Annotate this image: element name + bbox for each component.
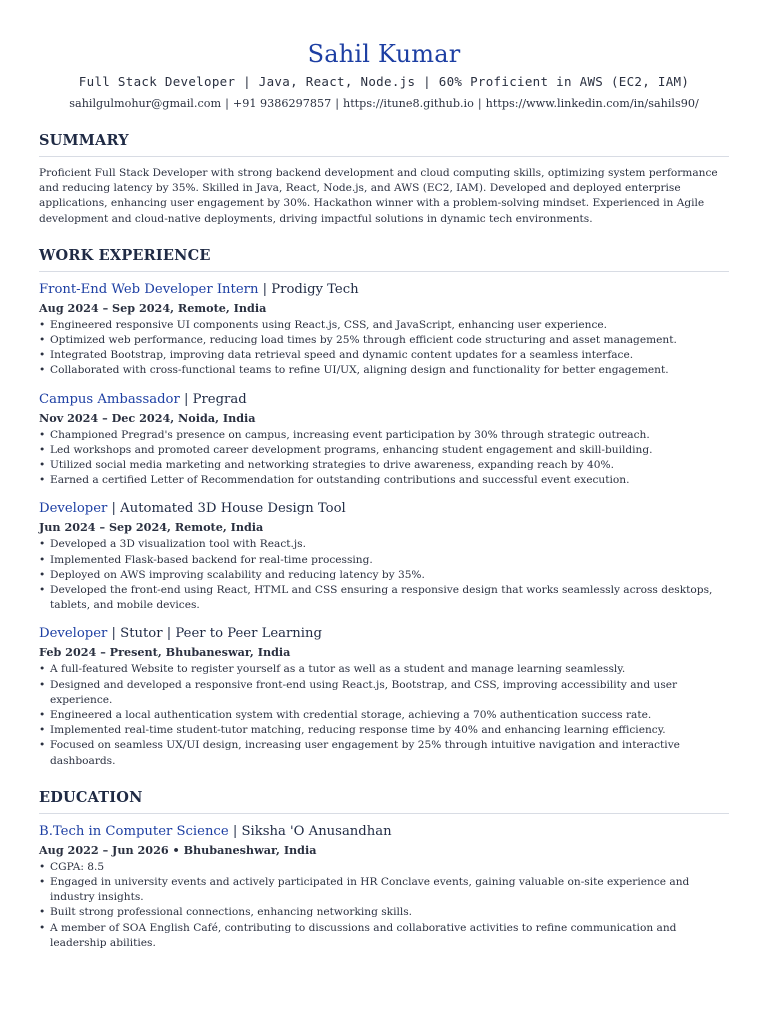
entry-heading (39, 391, 729, 409)
contact-separator: | (225, 97, 229, 110)
entry-institution: | Siksha 'O Anusandhan (232, 823, 392, 839)
resume-tagline: Full Stack Developer | Java, React, Node.js | 60% Proficient in AWS (EC2, IAM) (78, 74, 690, 89)
entry-meta: Aug 2024 – Sep 2024, Remote, India (39, 300, 267, 315)
linkedin-link[interactable]: https://www.linkedin.com/in/sahils90/ (485, 97, 699, 110)
experience-entry (39, 281, 729, 379)
bullet-item: • Championed Pregrad's presence on campus, increasing event participation by 30% through strategic outreach. (39, 428, 729, 443)
entry-meta: Aug 2022 – Jun 2026 • Bhubaneshwar, India (39, 842, 317, 857)
entry-org: | Pregrad (183, 391, 247, 407)
entry-role: Front-End Web Developer Intern (39, 281, 259, 297)
entry-org: | Automated 3D House Design Tool (111, 501, 346, 517)
entry-meta: Nov 2024 – Dec 2024, Noida, India (39, 410, 256, 425)
bullet-item: • Earned a certified Letter of Recommendation for outstanding contributions and successful event execution. (39, 473, 729, 488)
entry-org: | Stutor | Peer to Peer Learning (111, 626, 322, 642)
bullet-item: • Led workshops and promoted career development programs, enhancing student engagement and skill-building. (39, 443, 729, 458)
bullet-item: • Built strong professional connections, enhancing networking skills. (39, 905, 729, 920)
experience-entry (39, 625, 729, 768)
entry-meta: Feb 2024 – Present, Bhubaneswar, India (39, 645, 291, 660)
entry-role: Developer (39, 626, 108, 642)
entry-role: Campus Ambassador (39, 391, 180, 407)
bullet-list (39, 537, 729, 613)
bullet-item: • Engaged in university events and actively participated in HR Conclave events, gaining valuable on-site experience and industry insights. (39, 875, 729, 905)
bullet-item: • A member of SOA English Café, contributing to discussions and collaborative activities to refine communication and leadership abilities. (39, 921, 729, 951)
bullet-item: • Developed the front-end using React, HTML and CSS ensuring a responsive design that works seamlessly across desktops, tablets, and mobile devices. (39, 583, 729, 613)
portfolio-link[interactable]: https://itune8.github.io (342, 97, 474, 110)
entry-heading (39, 625, 729, 643)
experience-entry (39, 500, 729, 613)
bullet-list (39, 428, 729, 489)
section-title-work-experience: WORK EXPERIENCE (39, 247, 729, 272)
bullet-item: • Implemented real-time student-tutor matching, reducing response time by 40% and enhancing learning efficiency. (39, 723, 729, 738)
bullet-item: • Optimized web performance, reducing load times by 25% through efficient code structuring and asset management. (39, 333, 729, 348)
bullet-item: • Focused on seamless UX/UI design, increasing user engagement by 25% through intuitive navigation and interactive dashboards. (39, 738, 729, 768)
entry-meta: Jun 2024 – Sep 2024, Remote, India (39, 520, 264, 535)
resume-name: Sahil Kumar (307, 40, 461, 68)
education-entry (39, 823, 729, 951)
bullet-list (39, 860, 729, 951)
bullet-list (39, 662, 729, 768)
phone-number[interactable]: +91 9386297857 (232, 97, 332, 110)
entry-heading (39, 281, 729, 299)
experience-entry (39, 391, 729, 489)
section-title-summary: SUMMARY (39, 132, 729, 157)
bullet-item: • Integrated Bootstrap, improving data retrieval speed and dynamic content updates for a seamless interface. (39, 348, 729, 363)
email-link[interactable]: sahilgulmohur@gmail.com (69, 97, 222, 110)
bullet-item: • Collaborated with cross-functional teams to refine UI/UX, aligning design and functionality for better engagement. (39, 363, 729, 378)
bullet-item: • Designed and developed a responsive front-end using React.js, Bootstrap, and CSS, improving accessibility and user experience. (39, 678, 729, 708)
contact-line (39, 97, 729, 110)
bullet-item: • Deployed on AWS improving scalability and reducing latency by 35%. (39, 568, 729, 583)
bullet-item: • CGPA: 8.5 (39, 860, 729, 875)
bullet-item: • Utilized social media marketing and networking strategies to drive awareness, expanding reach by 40%. (39, 458, 729, 473)
entry-heading (39, 500, 729, 518)
contact-separator: | (477, 97, 482, 110)
bullet-item: • Engineered responsive UI components using React.js, CSS, and JavaScript, enhancing user experience. (39, 318, 729, 333)
bullet-item: • Developed a 3D visualization tool with React.js. (39, 537, 729, 552)
bullet-item: • Implemented Flask-based backend for real-time processing. (39, 553, 729, 568)
entry-degree: B.Tech in Computer Science (39, 823, 229, 839)
summary-text: Proficient Full Stack Developer with strong backend development and cloud computing skills, optimizing system performance and reducing latency by 35%. Skilled in Java, React, Node.js, and AWS (EC2, IAM). Developed and deployed enterprise applications, enhancing user engagement by 30%. Hackathon winner with a problem-solving mindset. Experienced in Agile development and cloud-native deployments, driving impactful solutions in dynamic tech environments. (39, 167, 718, 225)
bullet-item: • A full-featured Website to register yourself as a tutor as well as a student and manage learning seamlessly. (39, 662, 729, 677)
section-title-education: EDUCATION (39, 789, 729, 814)
entry-role: Developer (39, 501, 108, 517)
contact-separator: | (335, 97, 339, 110)
entry-heading (39, 823, 729, 841)
bullet-list (39, 318, 729, 379)
entry-org: | Prodigy Tech (262, 281, 359, 297)
bullet-item: • Engineered a local authentication system with credential storage, achieving a 70% authentication success rate. (39, 708, 729, 723)
